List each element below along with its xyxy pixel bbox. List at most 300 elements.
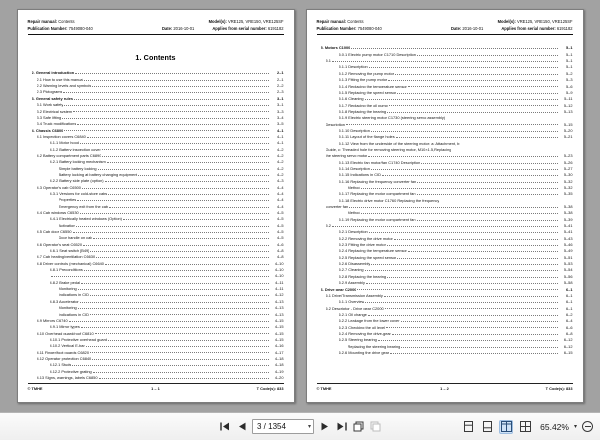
footer-page-number: 1 – 2 bbox=[440, 386, 449, 391]
toc-entry-label: 5.1.19 Replacing the motor compartment fan bbox=[338, 217, 416, 222]
toc-entry-label: Description bbox=[325, 122, 345, 127]
header-publication bbox=[28, 26, 93, 32]
toc-entry-label: Door handle on cab bbox=[58, 236, 93, 241]
toc-entry-label: 3.2 Electrical system bbox=[36, 109, 73, 114]
footer-copyright: © TMHE bbox=[316, 386, 332, 391]
toc-entry-label: 5. Motors C1000 bbox=[320, 46, 351, 51]
title-spacer bbox=[28, 44, 284, 53]
header-models-label: Model(s): bbox=[208, 19, 227, 24]
toc-entry-label: 6.2.3 Checking the oil level bbox=[338, 325, 385, 330]
toc-entry-label: 5.1.10 Description bbox=[338, 128, 370, 133]
toc-leader-dots bbox=[84, 268, 269, 271]
toc-leader-dots bbox=[83, 243, 268, 246]
footer-tcodes: T Code(s): 833 bbox=[256, 386, 284, 391]
toc-entry-page: 5–12 bbox=[563, 102, 573, 108]
page-footer-right bbox=[317, 383, 573, 391]
toc-entry-page: 4–15 bbox=[274, 324, 284, 330]
toc-leader-dots bbox=[73, 109, 268, 112]
toc-entry-page: 5–56 bbox=[563, 273, 573, 279]
single-page-view-icon[interactable] bbox=[461, 420, 475, 434]
toc-leader-dots bbox=[401, 345, 557, 348]
header-models-value: VRE125, VRE150, VRE125SF bbox=[227, 19, 284, 24]
toc-entry-label: Method bbox=[347, 211, 361, 216]
toc-entry-label: 5.1.15 Indications in CID bbox=[338, 173, 381, 178]
toc-entry-label: 4.1.2 Battery inspection cover bbox=[49, 147, 101, 152]
toc-entry-page: 4–1 bbox=[277, 133, 284, 139]
toc-entry-label: 5.1.5 Replacing the speed sensor bbox=[338, 90, 397, 95]
toc-entry-label: 2. General introduction bbox=[31, 71, 75, 76]
toc-entry-page: 6–4 bbox=[566, 318, 573, 324]
zoom-out-icon[interactable] bbox=[582, 421, 593, 432]
toc-leader-dots bbox=[384, 294, 558, 297]
toc-entry-label: 6.1.1 Overview bbox=[338, 300, 365, 305]
toc-entry-page: 4–5 bbox=[277, 222, 284, 228]
toc-leader-dots bbox=[389, 103, 558, 106]
toc-entry-page: 3–3 bbox=[277, 108, 284, 114]
toc-leader-dots bbox=[80, 300, 269, 303]
toc-entry-page: 4–13 bbox=[274, 298, 284, 304]
toc-entry-page: 4–10 bbox=[274, 267, 284, 272]
toc-entry-page: 5–11 bbox=[564, 96, 573, 102]
toc-entry-label: 5.2 bbox=[325, 224, 331, 228]
toc-entry-label: 4.12.1 Studs bbox=[49, 363, 72, 368]
zoom-dropdown-chevron-icon[interactable]: ▾ bbox=[573, 424, 577, 430]
toc-entry-page: 5–58 bbox=[563, 280, 573, 286]
header-date bbox=[451, 26, 483, 32]
toc-leader-dots bbox=[371, 129, 558, 132]
toc-leader-dots bbox=[69, 319, 269, 322]
toc-entry-label: 4.9 Mirrors C6740 bbox=[36, 318, 68, 323]
toc-entry-label: 4.1.1 Motor hood bbox=[49, 141, 79, 146]
first-page-icon[interactable] bbox=[218, 420, 231, 434]
toc-leader-dots bbox=[387, 275, 557, 278]
zoom-level-value[interactable]: 65.42% bbox=[540, 421, 569, 432]
toc-leader-dots bbox=[102, 154, 268, 157]
toc-entry-label: 5.1.1 Description bbox=[338, 65, 368, 70]
toc-leader-dots bbox=[81, 281, 269, 284]
header-title bbox=[317, 19, 364, 25]
toc-leader-dots bbox=[96, 255, 268, 258]
next-page-icon[interactable] bbox=[318, 420, 331, 434]
page-number-value: 3 / 1354 bbox=[257, 422, 286, 431]
toc-entry-page: 5–9 bbox=[566, 89, 573, 95]
previous-view-icon[interactable] bbox=[352, 420, 365, 434]
header-publication-label: Publication Number: bbox=[27, 26, 68, 31]
table-of-contents-right[interactable] bbox=[317, 44, 573, 355]
view-controls-group[interactable] bbox=[461, 420, 593, 434]
header-models bbox=[209, 19, 284, 25]
header-publication-label: Publication Number: bbox=[316, 26, 357, 31]
toc-entry-page: 5–51 bbox=[563, 254, 573, 260]
last-page-icon[interactable] bbox=[335, 420, 348, 434]
toc-entry-page: 4–4 bbox=[277, 190, 284, 196]
toc-leader-dots bbox=[357, 287, 557, 290]
header-title-value: Contents bbox=[58, 19, 75, 24]
toc-leader-dots bbox=[63, 90, 268, 93]
toc-leader-dots bbox=[84, 78, 268, 81]
toc-entry-label: 4.12.2 Protective grating bbox=[49, 369, 92, 374]
toc-leader-dots bbox=[82, 186, 269, 189]
toc-leader-dots bbox=[452, 148, 557, 151]
toc-entry[interactable] bbox=[317, 349, 573, 355]
toc-entry-label: 6. Drive gear C2000 bbox=[320, 287, 357, 292]
toc-leader-dots bbox=[365, 300, 557, 303]
toc-entry-page: 3–4 bbox=[277, 114, 284, 120]
page-right[interactable] bbox=[306, 9, 584, 403]
toc-entry-page: 4–8 bbox=[277, 248, 284, 253]
toc-entry-label: 5.1.17 Replacing the motor compartment fan bbox=[338, 192, 416, 197]
toc-entry-page: 6–12 bbox=[563, 337, 573, 343]
toc-leader-dots bbox=[365, 97, 558, 100]
header-serial-label: Applies from serial number: bbox=[212, 26, 267, 31]
toc-entry-page: 4–3 bbox=[277, 178, 284, 184]
toc-entry-page: 5–53 bbox=[563, 261, 573, 267]
toc-leader-dots bbox=[361, 186, 557, 189]
toc-entry-label: Simple battery locking bbox=[58, 166, 97, 171]
header-date bbox=[162, 26, 194, 32]
toc-entry-page: 5–32 bbox=[563, 178, 573, 184]
toc-entry-label: 5.2.5 Replacing the speed sensor bbox=[338, 255, 397, 260]
toc-leader-dots bbox=[446, 116, 557, 119]
toc-entry-label: 4.2.1 Battery locking mechanism bbox=[49, 160, 106, 165]
toc-leader-dots bbox=[87, 135, 269, 138]
toc-entry-label: 5.2.6 Disassembly bbox=[338, 262, 371, 267]
toc-leader-dots bbox=[371, 167, 558, 170]
toc-entry-page: 4–8 bbox=[277, 254, 284, 260]
toc-leader-dots bbox=[401, 319, 558, 322]
toc-leader-dots bbox=[105, 262, 269, 265]
toc-entry-label: 5.1.18 Electric drive motor C1760 Replacing the frequency bbox=[338, 198, 440, 203]
toc-leader-dots bbox=[332, 224, 558, 227]
toc-entry-page: 4–17 bbox=[274, 349, 284, 355]
toc-entry-label: Emergency exit from the cab bbox=[58, 204, 109, 209]
header-serial-label: Applies from serial number: bbox=[501, 26, 556, 31]
toc-leader-dots bbox=[64, 128, 268, 131]
toc-entry-label: 5.1.4 Replacing the temperature sensor bbox=[338, 84, 407, 89]
header-models-label: Model(s): bbox=[497, 19, 516, 24]
toc-entry-label: 4.10.2 Vertical E-bar bbox=[49, 344, 85, 349]
toc-entry-label: 5.1.16 Replacing the frequency converter fan bbox=[338, 179, 417, 184]
continuous-view-icon[interactable] bbox=[480, 420, 494, 434]
toc-entry-page: 4–10 bbox=[274, 273, 284, 279]
toc-entry-label: 5.1.13 Electric fan motor/fan C1740 Description bbox=[338, 160, 421, 165]
toc-entry-page: 4–13 bbox=[274, 305, 284, 311]
header-date-label: Date: bbox=[162, 26, 173, 31]
header-date-label: Date: bbox=[451, 26, 462, 31]
toc-entry-page: 4–16 bbox=[274, 343, 284, 349]
toc-entry-label: 4.10 Overhead guard/roof C6810 bbox=[36, 331, 94, 336]
toc-entry-page: 4–19 bbox=[274, 368, 284, 374]
toc-entry-page: 3–1 bbox=[277, 102, 284, 108]
toc-entry-label: 5.1.8 Replacing the bearing bbox=[338, 109, 387, 114]
header-serial-value: 6191182 bbox=[267, 26, 284, 31]
toc-leader-dots bbox=[107, 160, 269, 163]
toc-entry-page: 6–15 bbox=[563, 349, 573, 355]
toc-leader-dots bbox=[421, 161, 557, 164]
toc-leader-dots bbox=[90, 249, 268, 252]
toc-entry-label: Method bbox=[347, 186, 361, 190]
toc-leader-dots bbox=[351, 46, 557, 49]
toc-entry-label: 6.2.4 Removing the drive-gear bbox=[338, 331, 391, 336]
toc-leader-dots bbox=[365, 268, 558, 271]
toc-entry-page: 5–21 bbox=[563, 134, 573, 140]
toc-entry-label: 4.2 Battery compartment parts C6890 bbox=[36, 153, 102, 158]
toc-entry-page: 6–1 bbox=[566, 292, 573, 298]
toc-entry-label: 4.6.1 Seat switch [B49] bbox=[49, 249, 90, 253]
toc-leader-dots bbox=[392, 332, 558, 335]
toc-entry-label: 4.10.1 Protective overhead guard bbox=[49, 337, 108, 342]
toc-entry-label: Properties bbox=[58, 198, 77, 203]
toc-leader-dots bbox=[76, 224, 268, 227]
toc-leader-dots bbox=[361, 211, 557, 214]
toc-leader-dots bbox=[86, 344, 269, 347]
toc-entry-label: 4.9.1 Mirror types bbox=[49, 325, 80, 330]
footer-page-number: 1 – 1 bbox=[151, 386, 160, 391]
toc-entry-label: 4.8 Driver controls (mechanical) C6640 bbox=[36, 261, 104, 266]
toc-leader-dots bbox=[417, 192, 558, 195]
toc-entry-label: 3. General safety rules bbox=[31, 96, 74, 101]
toc-entry-page: 4–5 bbox=[277, 229, 284, 234]
toc-entry-label: 4. Chassis C6800 bbox=[31, 128, 64, 133]
toc-entry-page: 5–27 bbox=[563, 165, 573, 171]
toc-entry-page: 5–30 bbox=[563, 172, 573, 178]
page-navigation-group[interactable] bbox=[210, 419, 390, 434]
toc-entry-label: Indications in CID bbox=[58, 293, 89, 298]
header-title-value: Contents bbox=[347, 19, 364, 24]
header-publication-value: 7549080-040 bbox=[68, 26, 93, 31]
toc-entry-label: Guide, c: Threaded hole for removing steering motor, M10×1.5,Replacing bbox=[325, 147, 452, 152]
toc-entry-label: 5.1.12 View from the underside of the steering motor: a: Attachment, b: bbox=[338, 141, 461, 146]
toc-leader-dots bbox=[80, 211, 269, 214]
toc-entry-label: 6.2 Descriptor - Drive gear C2000 bbox=[325, 306, 384, 311]
page-title: 1. Contents bbox=[135, 53, 176, 62]
toc-entry-label: 4.11 Finger/foot guards C6820 bbox=[36, 350, 89, 355]
toc-entry-page: 5–1 bbox=[566, 58, 573, 64]
footer-divider bbox=[317, 383, 573, 384]
toc-entry-page: 4–18 bbox=[274, 355, 284, 361]
toc-entry-label: 5.2.4 Replacing the temperature sensor bbox=[338, 249, 407, 254]
toc-entry-page: 5–2 bbox=[566, 70, 573, 76]
toc-leader-dots bbox=[123, 217, 269, 220]
toc-entry-label: Activation bbox=[58, 223, 76, 228]
toc-entry-label: 4.3.1 Versions for cold-store cabs bbox=[49, 191, 108, 196]
toc-entry-label: Indications in CID bbox=[58, 312, 89, 317]
toc-entry-page: 4–15 bbox=[274, 317, 284, 323]
toc-leader-dots bbox=[386, 325, 558, 328]
previous-page-icon[interactable] bbox=[235, 420, 248, 434]
toc-entry-page: 5–6 bbox=[566, 83, 573, 89]
toc-leader-dots bbox=[417, 218, 558, 221]
toc-leader-dots bbox=[397, 91, 557, 94]
toc-leader-dots bbox=[78, 287, 269, 290]
header-divider bbox=[28, 34, 284, 35]
toc-entry-label: 2.3 Pictograms bbox=[36, 90, 63, 95]
header-date-value: 2016-10-01 bbox=[173, 26, 195, 31]
toc-entry-label: 6.2.5 Steering bearing bbox=[338, 338, 377, 343]
header-publication bbox=[317, 26, 382, 32]
toc-entry-page: 5–35 bbox=[563, 191, 573, 197]
toc-entry-page: 5–54 bbox=[563, 267, 573, 273]
two-page-view-icon[interactable] bbox=[499, 420, 513, 434]
toc-leader-dots bbox=[440, 199, 557, 202]
toc-entry-label: 4.4.1 Electrically heated windows (Option) bbox=[49, 217, 122, 222]
toc-entry-page: 4–11 bbox=[275, 279, 284, 285]
toc-entry-page: 4–5 bbox=[277, 216, 284, 222]
toc-entry-label: 5.2.3 Fitting the drive motor bbox=[338, 243, 386, 247]
toc-entry-label: Replacing the steering bearing bbox=[347, 344, 401, 349]
page-header-row-2 bbox=[28, 26, 284, 32]
two-page-scrolling-view-icon[interactable] bbox=[518, 420, 532, 434]
toc-leader-dots bbox=[78, 306, 269, 309]
toc-entry-page: 6–1 bbox=[566, 299, 573, 305]
header-title-label: Repair manual: bbox=[316, 19, 347, 24]
toc-entry-label: 5.2.9 Assembly bbox=[338, 281, 365, 286]
header-serial-value: 6191182 bbox=[556, 26, 573, 31]
toc-entry-page: 4–15 bbox=[274, 336, 284, 342]
header-publication-value: 7549080-040 bbox=[357, 26, 382, 31]
toc-leader-dots bbox=[382, 173, 558, 176]
toc-leader-dots bbox=[95, 331, 269, 334]
toc-leader-dots bbox=[108, 192, 268, 195]
toc-entry-page: 6–1 bbox=[566, 286, 573, 292]
toc-entry-label: 6.1 Drive/Transmission Assembly bbox=[325, 293, 383, 298]
toc-entry-label: 4.7 Cab heating/ventilation C6630 bbox=[36, 255, 96, 260]
toc-entry-page: 4–1 bbox=[277, 140, 284, 146]
toc-leader-dots bbox=[64, 103, 268, 106]
page-header-row-2 bbox=[317, 26, 573, 32]
toc-entry-page: 5–15 bbox=[563, 121, 573, 127]
toc-entry-label: 4.8.2 Brake pedal bbox=[49, 280, 80, 285]
toc-entry-page: 2–1 bbox=[277, 70, 284, 76]
toc-entry-page: 5–1 bbox=[566, 64, 573, 70]
toc-entry-page: 5–38 bbox=[563, 204, 573, 209]
header-serial bbox=[501, 26, 572, 32]
toc-entry-label: 5.1.6 Cleaning bbox=[338, 97, 364, 102]
toc-entry-page: 4–18 bbox=[274, 362, 284, 368]
toc-entry-page: 4–13 bbox=[274, 311, 284, 317]
toc-entry-label: 2.2 Warning levels and symbols bbox=[36, 84, 92, 89]
toc-leader-dots bbox=[417, 180, 557, 183]
toc-entry-label: 3.4 Truck modifications bbox=[36, 122, 77, 127]
toc-entry-page: 5–38 bbox=[563, 210, 573, 216]
toc-entry-page: 5–1 bbox=[566, 45, 573, 51]
toc-entry-page: 6–1 bbox=[566, 305, 573, 311]
toc-entry-label: 4.13 Signs, warnings, labels C6850 bbox=[36, 375, 98, 380]
footer-copyright: © TMHE bbox=[27, 386, 43, 391]
toc-entry-label: 5.1.14 Description bbox=[338, 166, 370, 171]
page-left[interactable] bbox=[17, 9, 295, 403]
toc-entry-label: 5.1.7 Replacing the oil pump bbox=[338, 103, 388, 108]
header-title-label: Repair manual: bbox=[27, 19, 58, 24]
toc-leader-dots bbox=[90, 312, 269, 315]
toc-entry-page: 4–15 bbox=[274, 330, 284, 336]
toc-entry-label: 5.2.1 Description bbox=[338, 230, 368, 235]
toc-entry-label: 5.0.1 Electric pump motor C1710 Description bbox=[338, 52, 416, 57]
toc-leader-dots bbox=[93, 236, 268, 239]
toc-entry-page: 4–10 bbox=[274, 260, 284, 266]
footer-divider bbox=[28, 383, 284, 384]
toc-leader-dots bbox=[346, 122, 558, 125]
header-title bbox=[28, 19, 75, 25]
toc-entry-label: 5.1.9 Electric steering motor C1730 (steering servo assembly) bbox=[338, 116, 446, 121]
toc-leader-dots bbox=[387, 110, 557, 113]
toc-leader-dots bbox=[349, 205, 557, 208]
toc-leader-dots bbox=[105, 179, 269, 182]
toc-entry-label: 3.1 Work safety bbox=[36, 103, 64, 108]
toc-leader-dots bbox=[99, 376, 269, 379]
toc-leader-dots bbox=[93, 370, 269, 373]
toc-leader-dots bbox=[387, 243, 558, 246]
toc-entry-page: 6–6 bbox=[566, 324, 573, 330]
toc-entry-page: 4–4 bbox=[277, 184, 284, 190]
toc-entry-page: 4–2 bbox=[277, 171, 284, 177]
page-number-input[interactable] bbox=[252, 419, 314, 434]
toc-entry-label: 3.3 Safe lifting bbox=[36, 115, 62, 120]
toc-entry-page: 5–41 bbox=[563, 229, 573, 235]
toc-entry-page: 5–13 bbox=[563, 108, 573, 114]
toc-entry-page: 4–12 bbox=[274, 292, 284, 298]
chevron-down-icon[interactable]: ▾ bbox=[307, 424, 311, 430]
toc-leader-dots bbox=[51, 274, 269, 277]
toc-entry-label: 5.2.8 Replacing the bearing bbox=[338, 274, 387, 279]
toc-entry-label: 4.1 Inspection covers C6840 bbox=[36, 134, 86, 139]
toc-leader-dots bbox=[72, 363, 268, 366]
viewer-toolbar[interactable] bbox=[0, 412, 600, 440]
toc-leader-dots bbox=[109, 205, 268, 208]
toc-leader-dots bbox=[396, 135, 558, 138]
toc-leader-dots bbox=[369, 230, 558, 233]
toc-entry[interactable] bbox=[28, 374, 284, 380]
toc-entry-page: 5–23 bbox=[563, 153, 573, 159]
toc-leader-dots bbox=[98, 167, 269, 170]
toc-entry-page: 5–20 bbox=[563, 127, 573, 133]
toc-entry-page: 5–26 bbox=[563, 159, 573, 165]
toc-entry-label: 6.2.1 Oil change bbox=[338, 312, 367, 317]
toc-entry-page: 5–39 bbox=[563, 216, 573, 222]
toc-entry-page: 4–4 bbox=[277, 203, 284, 209]
toc-leader-dots bbox=[388, 78, 557, 81]
header-serial bbox=[212, 26, 283, 32]
toc-entry-label: 6.2.6 Mounting the drive gear bbox=[338, 350, 390, 355]
toc-leader-dots bbox=[90, 350, 269, 353]
toc-leader-dots bbox=[73, 230, 269, 233]
toc-entry-page: 4–2 bbox=[277, 146, 284, 152]
toc-leader-dots bbox=[92, 84, 268, 87]
toc-leader-dots bbox=[461, 142, 557, 145]
toc-leader-dots bbox=[397, 256, 557, 259]
toc-entry-page: 4–2 bbox=[277, 152, 284, 158]
toc-leader-dots bbox=[368, 313, 558, 316]
toc-leader-dots bbox=[77, 122, 268, 125]
toc-entry-label: 4.5 Cab door C6550 bbox=[36, 230, 72, 234]
toc-entry-page: 6–8 bbox=[566, 330, 573, 336]
toc-leader-dots bbox=[417, 53, 558, 56]
page-footer-left bbox=[28, 383, 284, 391]
toc-leader-dots bbox=[77, 198, 268, 201]
toc-entry-label: Monitoring bbox=[58, 306, 77, 311]
toc-leader-dots bbox=[74, 97, 268, 100]
toc-entry-page: 4–5 bbox=[277, 235, 284, 241]
footer-tcodes: T Code(s): 833 bbox=[545, 386, 573, 391]
toc-leader-dots bbox=[408, 84, 558, 87]
toc-leader-dots bbox=[75, 71, 268, 74]
toc-leader-dots bbox=[332, 59, 558, 62]
table-of-contents-left[interactable] bbox=[28, 69, 284, 380]
toc-leader-dots bbox=[394, 237, 558, 240]
toc-leader-dots bbox=[378, 338, 558, 341]
toc-entry-page: 6–12 bbox=[563, 343, 573, 349]
toc-entry-page: 2–2 bbox=[277, 83, 284, 89]
